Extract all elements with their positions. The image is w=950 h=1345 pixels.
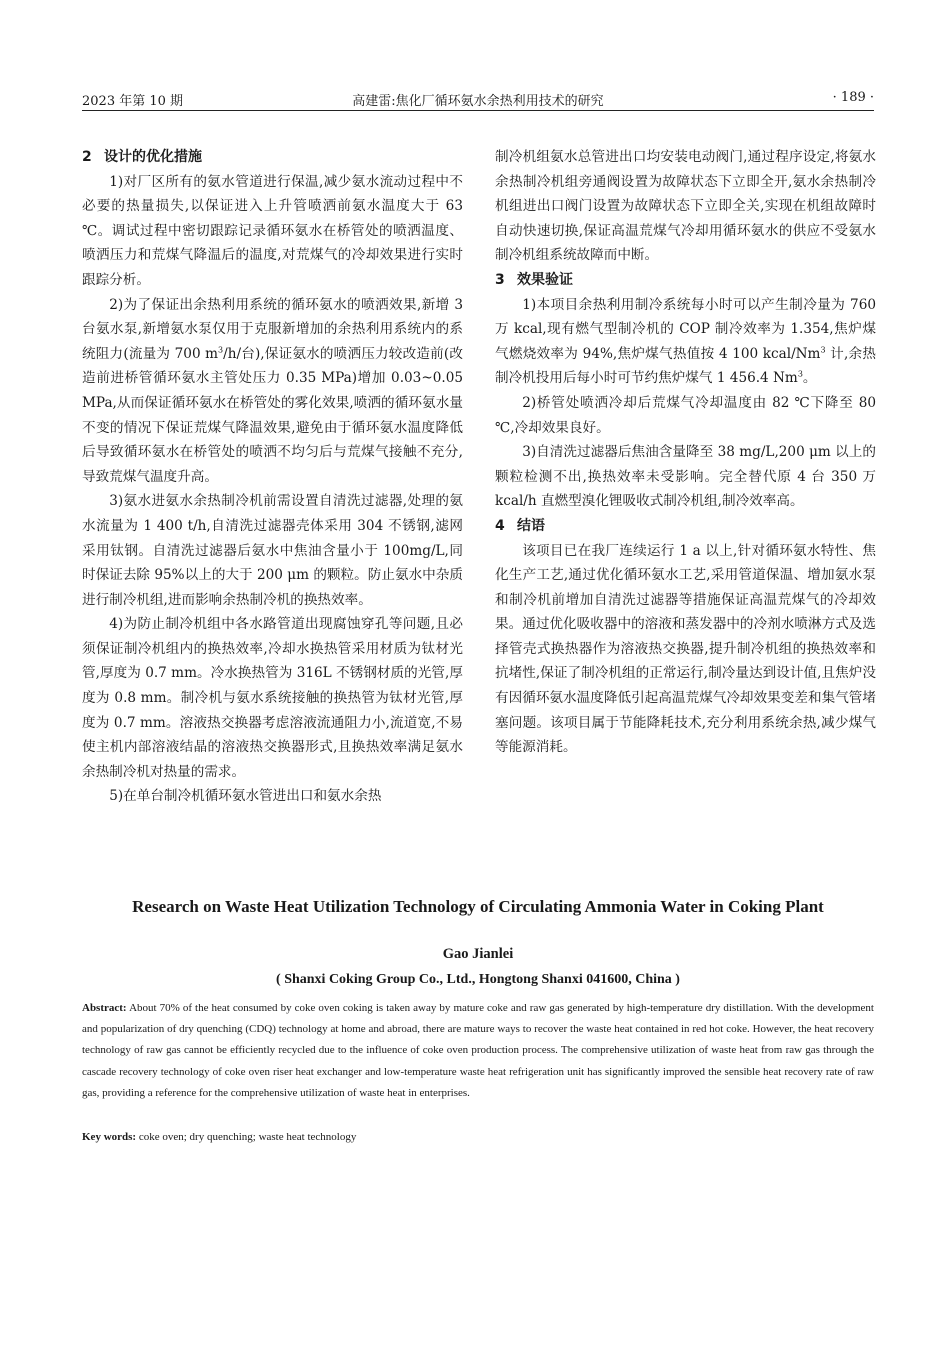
left-column xyxy=(82,145,463,809)
paragraph: 1)本项目余热利用制冷系统每小时可以产生制冷量为 760 万 kcal,现有燃气型制冷机的 COP 制冷效率为 1.354,焦炉煤气燃烧效率为 94%,焦炉煤气热值按 4 100 kcal/Nm$^3$ 计,余热制冷机投用后每小时可节约焦炉煤气 1 456.4 Nm$^3$。 xyxy=(495,296,876,387)
paragraph: 1)对厂区所有的氨水管道进行保温,减少氨水流动过程中不必要的热量损失,以保证进入上升管喷洒前氨水温度大于 63 ℃。调试过程中密切跟踪记录循环氨水在桥管处的喷洒温度、喷洒压力和荒煤气降温后的温度,对荒煤气的冷却效果进行实时跟踪分析。 xyxy=(82,173,463,288)
english-affiliation: ( Shanxi Coking Group Co., Ltd., Hongtong Shanxi 041600, China ) xyxy=(276,972,680,987)
paragraph: 5)在单台制冷机循环氨水管进出口和氨水余热 xyxy=(109,788,382,805)
english-abstract xyxy=(82,998,874,1104)
paragraph: 4)为防止制冷机组中各水路管道出现腐蚀穿孔等问题,且必须保证制冷机组内的换热效率,冷却水换热管采用材质为钛材光管,厚度为 0.7 mm。冷水换热管为 316L 不锈钢材质的光管,厚度为 0.8 mm。制冷机与氨水系统接触的换热管为钛材光管,厚度为 0.7 mm。溶液热交换器考虑溶液流通阻力小,流道宽,不易使主机内部溶液结晶的溶液热交换器形式,且换热效率满足氨水余热制冷机对热量的需求。 xyxy=(82,616,463,780)
english-keywords xyxy=(82,1128,874,1146)
page-header xyxy=(82,88,874,111)
paragraph: 该项目已在我厂连续运行 1 a 以上,针对循环氨水特性、焦化生产工艺,通过优化循环氨水工艺,采用管道保温、增加氨水泵和制冷机前增加自清洗过滤器等措施保证高温荒煤气的冷却效果。通过优化吸收器中的溶液和蒸发器中的冷剂水喷淋方式及选择管壳式换热器作为溶液热交换器,提升制冷机组的换热效率和抗堵性,保证了制冷机组的正常运行,制冷量达到设计值,且焦炉没有因循环氨水温度降低引起高温荒煤气冷却效果变差和集气管堵塞问题。该项目属于节能降耗技术,充分利用系统余热,减少煤气等能源消耗。 xyxy=(495,542,876,756)
journal-issue: 2023 年第 10 期 xyxy=(82,94,184,109)
paragraph: 2)为了保证出余热利用系统的循环氨水的喷洒效果,新增 3 台氨水泵,新增氨水泵仅用于克服新增加的余热利用系统内的系统阻力(流量为 700 $m^3/h/$台),保证氨水的喷洒压力较改造前(改造前进桥管循环氨水主管处压力 0.35 MPa)增加 0.03~0.05 MPa,从而保证循环氨水在桥管处的雾化效果,喷洒的循环氨水量不变的情况下保证荒煤气降温效果,避免由于循环氨水温度降低后导致循环氨水在桥管处的喷洒不均匀后与荒煤气接触不充分,导致荒煤气温度升高。 xyxy=(82,296,463,485)
english-author: Gao Jianlei xyxy=(442,946,514,962)
section-heading-3: 3 效果验证 xyxy=(495,271,573,288)
section-heading-2: 2 设计的优化措施 xyxy=(82,149,202,165)
abstract-label: Abstract: xyxy=(82,1002,127,1014)
section-heading-4: 4 结语 xyxy=(495,517,545,534)
paragraph: 3)氨水进氨水余热制冷机前需设置自清洗过滤器,处理的氨水流量为 1 400 t/h,自清洗过滤器壳体采用 304 不锈钢,滤网采用钛钢。自清洗过滤器后氨水中焦油含量小于 100mg/L,同时保证去除 95%以上的大于 200 μm 的颗粒。防止氨水中杂质进行制冷机组,进而影响余热制冷机的换热效率。 xyxy=(82,493,463,608)
paragraph-continued: 制冷机组氨水总管进出口均安装电动阀门,通过程序设定,将氨水余热制冷机组旁通阀设置为故障状态下立即全开,氨水余热制冷机组进出口阀门设置为故障状态下立即全关,实现在机组故障时自动快速切换,保证高温荒煤气冷却用循环氨水的供应不受氨水制冷机组系统故障而中断。 xyxy=(495,149,876,264)
right-column xyxy=(495,145,876,760)
keywords-text: coke oven; dry quenching; waste heat technology xyxy=(138,1131,357,1143)
english-title: Research on Waste Heat Utilization Technology of Circulating Ammonia Water in Coking Plant xyxy=(132,897,824,916)
paragraph: 3)自清洗过滤器后焦油含量降至 38 mg/L,200 μm 以上的颗粒检测不出,换热效率未受影响。完全替代原 4 台 350 万 kcal/h 直燃型溴化锂吸收式制冷机组,制冷效率高。 xyxy=(495,444,876,510)
page-number: · 189 · xyxy=(832,90,874,105)
paragraph: 2)桥管处喷洒冷却后荒煤气冷却温度由 82 ℃下降至 80 ℃,冷却效果良好。 xyxy=(495,394,876,436)
running-title: 高建雷:焦化厂循环氨水余热利用技术的研究 xyxy=(352,94,604,109)
abstract-text: About 70% of the heat consumed by coke oven coking is taken away by mature coke and raw gas generated by high-temperature dry distillation. With the development and popularization of dry quenching (CDQ) technology at home and abroad, there are mature ways to recover the waste heat contained in red hot coke. However, the heat recovery technology of raw gas cannot be efficiently recycled due to the influence of coke oven production process. The comprehensive utilization of waste heat from raw gas through the cascade recovery technology of coke oven riser heat exchanger and low-temperature waste heat refrigeration unit has significantly improved the sensible heat recovery rate of raw gas, providing a reference for the comprehensive utilization of waste heat in enterprises. xyxy=(82,1002,874,1099)
keywords-label: Key words: xyxy=(82,1131,137,1143)
